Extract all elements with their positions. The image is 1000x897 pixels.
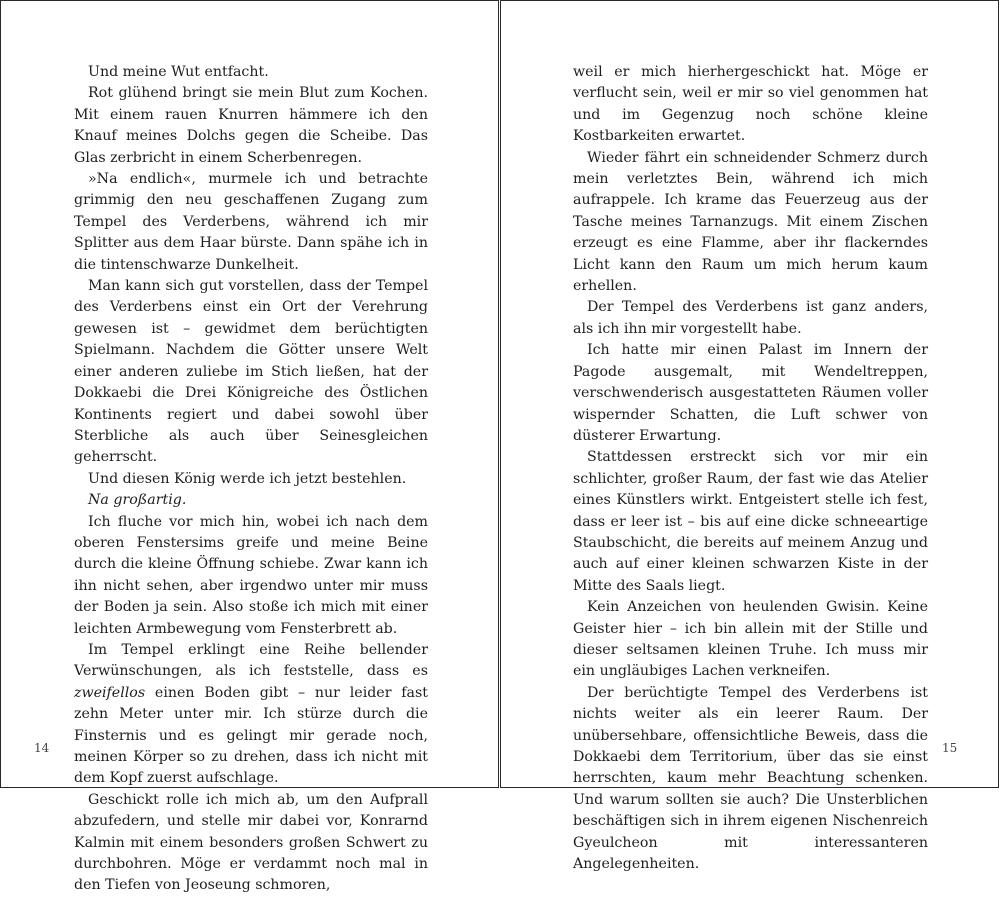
paragraph: Und meine Wut entfacht. xyxy=(88,64,269,80)
paragraph: »Na endlich«, murmele ich und betrachte grimmig den neu geschaffenen Zugang zum Tempel des Verderbens, während ich mir Splitter aus dem Haar bürste. Dann spähe ich in die tintenschwarze Dunkelheit. xyxy=(74,171,428,273)
paragraph-text-end: einen Boden gibt – nur leider fast zehn Meter unter mir. Ich stürze durch die Finsternis und es gelingt mir gerade noch, meinen Körper so zu drehen, dass ich nicht mit dem Kopf zuerst aufschlage. xyxy=(74,684,428,787)
paragraph: Man kann sich gut vorstellen, dass der Tempel des Verderbens einst ein Ort der Verehrung gewesen ist – gewidmet dem berüchtigten Spielmann. Nachdem die Götter unsere Welt einer anderen zuliebe im Stich ließen, hat der Dokkaebi die Drei Königreiche des Östlichen Kontinents regiert und dabei sowohl über Sterbliche als auch über Seinesgleichen geherrscht. xyxy=(74,278,428,466)
paragraph: Stattdessen erstreckt sich vor mir ein schlichter, großer Raum, der fast wie das Atelier eines Künstlers wirkt. Entgeistert stelle ich fest, dass er leer ist – bis auf eine dicke schneeartige Staubschicht, die bereits auf meinem Anzug und auch auf einer kleinen schwarzen Kiste in der Mitte des Saals liegt. xyxy=(573,449,928,594)
paragraph: Der berüchtigte Tempel des Verderbens ist nichts weiter als ein leerer Raum. Der unübersehbare, offensichtliche Beweis, dass die Dokkaebi dem Territorium, über das sie einst herrschten, kaum mehr Beachtung schenken. Und warum sollten sie auch? Die Unsterblichen beschäftigen sich in ihrem eigenen Nischenreich Gyeulcheon mit interessanteren Angelegenheiten. xyxy=(573,684,928,873)
paragraph-text-start: Im Tempel erklingt eine Reihe bellender Verwünschungen, als ich feststelle, dass es xyxy=(74,641,428,680)
paragraph-italic xyxy=(74,490,428,511)
paragraph: Rot glühend bringt sie mein Blut zum Kochen. Mit einem rauen Knurren hämmere ich den Knauf meines Dolchs gegen die Scheibe. Das Glas zerbricht in einem Scherbenregen. xyxy=(74,85,428,166)
paragraph: Der Tempel des Verderbens ist ganz anders, als ich ihn mir vorgestellt habe. xyxy=(573,299,928,337)
page-number-left: 14 xyxy=(34,741,50,755)
paragraph: Und diesen König werde ich jetzt bestehlen. xyxy=(88,470,407,487)
page-number-right: 15 xyxy=(942,741,958,755)
paragraph: Kein Anzeichen von heulenden Gwisin. Keine Geister hier – ich bin allein mit der Stille und dieser seltsamen kleinen Truhe. Ich muss mir ein ungläubiges Lachen verkneifen. xyxy=(573,599,928,680)
paragraph: Ich fluche vor mich hin, wobei ich nach dem oberen Fenstersims greife und meine Beine durch die kleine Öffnung schiebe. Zwar kann ich ihn nicht sehen, aber irgendwo unter mir muss der Boden ja sein. Also stoße ich mich mit einer leichten Armbewegung vom Fensterbrett ab. xyxy=(74,513,428,637)
left-page-text xyxy=(74,62,428,897)
paragraph: Wieder fährt ein schneidender Schmerz durch mein verletztes Bein, während ich mich aufrappele. Ich krame das Feuerzeug aus der Tasche meines Tarnanzugs. Mit einem Zischen erzeugt es eine Flamme, aber ihr flackerndes Licht kann den Raum um mich herum kaum erhellen. xyxy=(573,149,928,295)
right-page xyxy=(500,0,999,873)
paragraph-continued: weil er mich hierhergeschickt hat. Möge er verflucht sein, weil er mir so viel genommen hat und im Gegenzug noch schöne kleine Kostbarkeiten erwartet. xyxy=(573,64,928,145)
left-page xyxy=(0,0,499,894)
paragraph: Geschickt rolle ich mich ab, um den Aufprall abzufedern, und stelle mir dabei vor, Konrarnd Kalmin mit einem besonders großen Schwert zu durchbohren. Möge er verdammt noch mal in den Tiefen von Jeoseung schmoren, xyxy=(74,791,428,894)
right-page-text xyxy=(573,62,928,875)
emphasis-word: zweifellos xyxy=(74,684,146,701)
paragraph xyxy=(74,640,428,790)
italic-thought: Na großartig. xyxy=(88,492,187,509)
paragraph: Ich hatte mir einen Palast im Innern der Pagode ausgemalt, mit Wendeltreppen, verschwenderisch ausgestatteten Räumen voller wispernder Schatten, die Luft schwer von düsterer Erwartung. xyxy=(573,342,928,444)
